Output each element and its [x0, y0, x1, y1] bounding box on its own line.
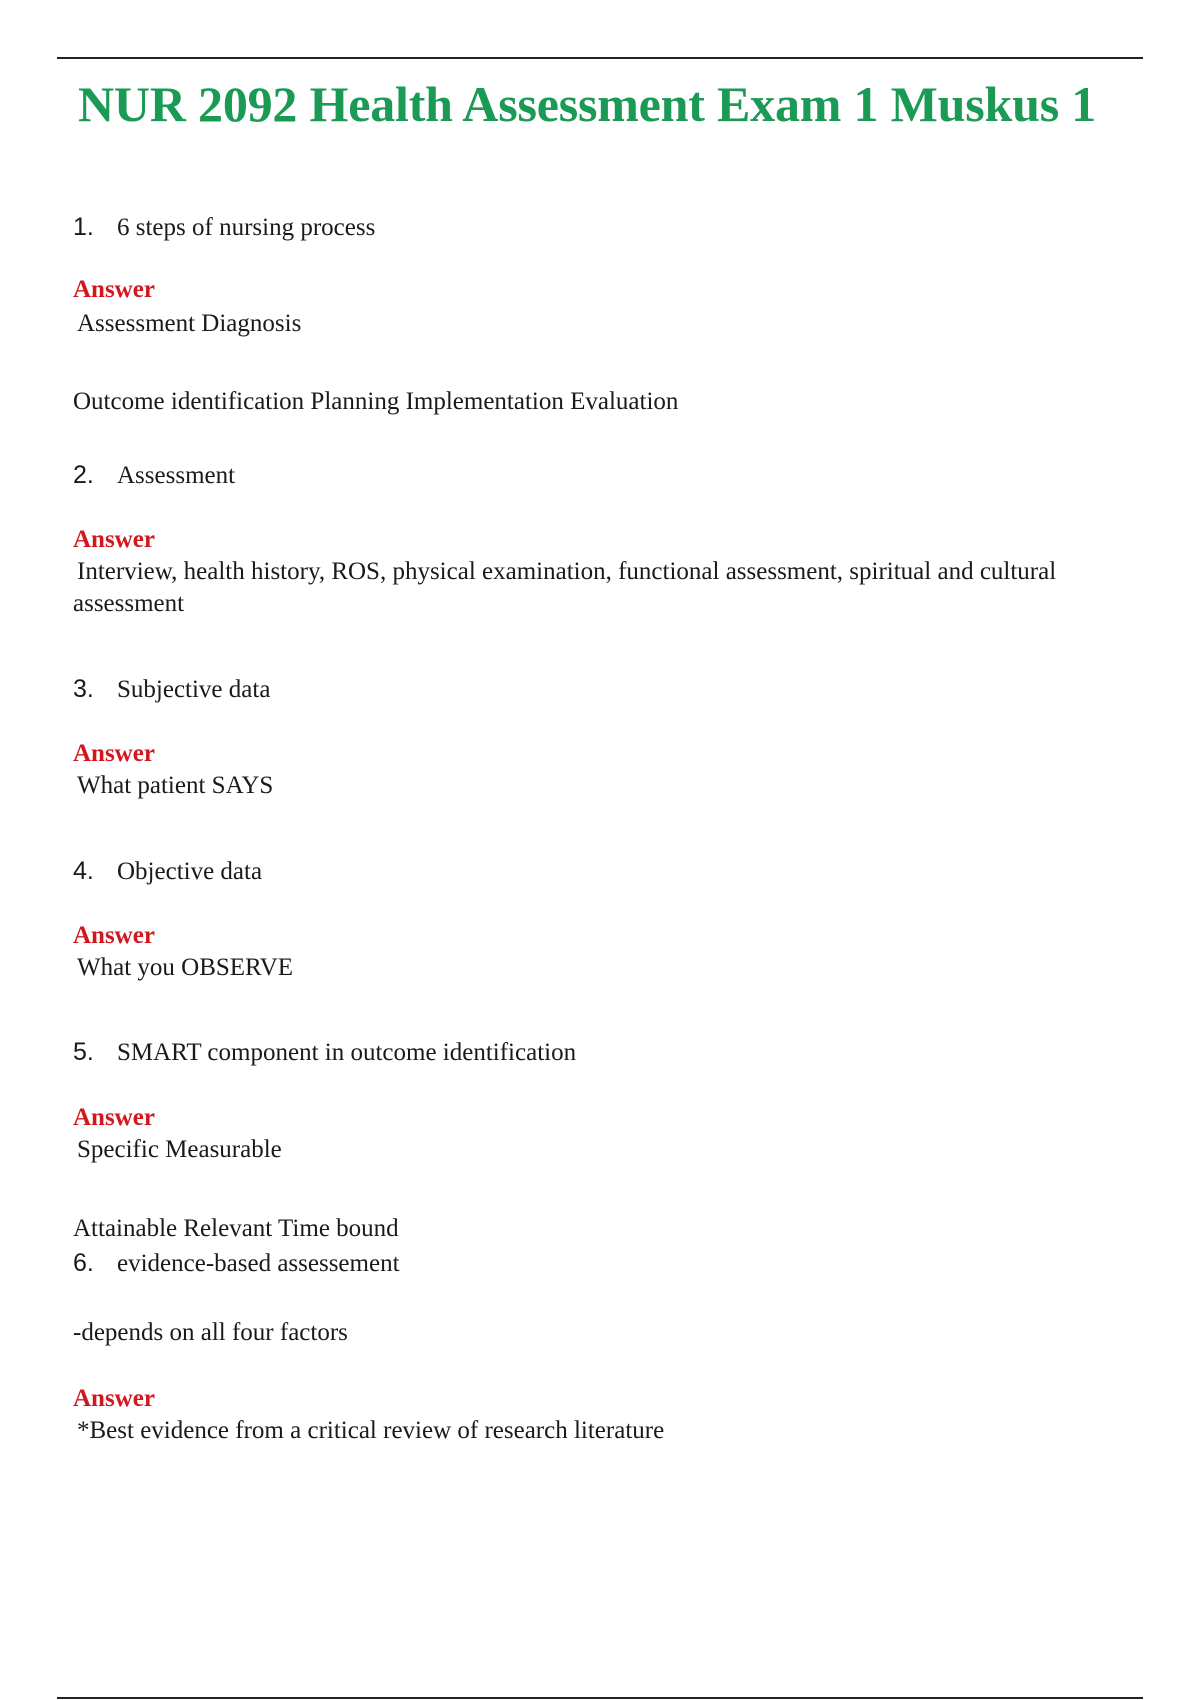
answer-label: Answer	[73, 526, 155, 553]
answer-text: What you OBSERVE	[77, 954, 294, 981]
question-number: 1.	[73, 213, 94, 241]
question-6	[73, 1247, 400, 1280]
question-text: Subjective data	[117, 676, 271, 703]
question-text: evidence-based assessement	[117, 1250, 400, 1277]
answer-label: Answer	[73, 1385, 155, 1412]
answer-text: Attainable Relevant Time bound	[73, 1215, 399, 1242]
question-text: Assessment	[117, 462, 236, 489]
answer-label: Answer	[73, 1104, 155, 1131]
answer-text: *Best evidence from a critical review of research literature	[77, 1417, 665, 1444]
question-2	[73, 459, 235, 492]
answer-text: Assessment Diagnosis	[77, 310, 302, 337]
answer-label: Answer	[73, 740, 155, 767]
question-number: 2.	[73, 461, 94, 489]
answer-text: What patient SAYS	[77, 772, 274, 799]
question-number: 4.	[73, 857, 94, 885]
question-number: 6.	[73, 1249, 94, 1277]
question-3	[73, 673, 270, 706]
answer-label: Answer	[73, 276, 155, 303]
question-text: Objective data	[117, 858, 263, 885]
top-rule	[57, 57, 1143, 59]
question-number: 5.	[73, 1038, 94, 1066]
answer-text: Interview, health history, ROS, physical examination, functional assessment, spiritual and cultural assessment	[73, 558, 1057, 617]
bottom-rule	[57, 1697, 1143, 1699]
answer-text: Specific Measurable	[77, 1136, 282, 1163]
question-number: 3.	[73, 675, 94, 703]
question-4	[73, 855, 262, 888]
answer-text: Outcome identification Planning Implementation Evaluation	[73, 388, 679, 415]
question-1	[73, 211, 375, 244]
question-5	[73, 1036, 576, 1069]
question-text: SMART component in outcome identification	[117, 1039, 577, 1066]
question-note: -depends on all four factors	[73, 1319, 348, 1346]
question-text: 6 steps of nursing process	[117, 214, 376, 241]
document-title: NUR 2092 Health Assessment Exam 1 Muskus 1	[78, 76, 1097, 132]
answer-label: Answer	[73, 922, 155, 949]
